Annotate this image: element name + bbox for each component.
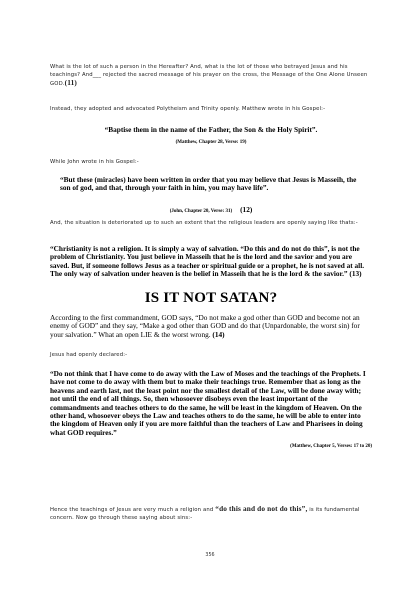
paragraph-text: Instead, they adopted and advocated Polytheism and Trinity openly. Matthew wrote in his Gospel:- (50, 106, 326, 112)
paragraph-text: And, the situation is deteriorated up to such an extent that the religious leaders are openly saying like thats:- (50, 220, 358, 226)
paragraph-john (50, 158, 372, 166)
emphasis-do-this: “do this and do not do this”, (215, 504, 308, 513)
quote-text: “But these (miracles) have been written in order that you may believe that Jesus is Masseih, the son of god, and that, through your faith in him, you may have life”. (60, 175, 357, 193)
reference-14: (14) (212, 329, 225, 339)
quote-text: “Do not think that I have come to do away with the Law of Moses and the teachings of the Prophets. I have not come to do away with them but to make their teachings true. Remember that as long as the heavens and earth last, not the least point nor the smallest detail of the Law, will be done away with; not until the end of all things. So, then whosoever disobeys even the least important of the commandments and teaches others to do the same, he will be least in the kingdom of Heaven. On the other hand, whosoever obeys the Law and teaches others to do the same, he will be able to enter into the kingdom of Heaven only if you are more faithful than the teachers of Law and Pharisees in doing what GOD requires.” (50, 369, 366, 437)
reference-11: (11) (64, 78, 77, 88)
paragraph-trinity (50, 105, 372, 113)
quote-text: “Christianity is not a religion. It is simply a way of salvation. “Do this and do not do this”, is not the problem of Christianity. You just believe in Masseih that he is the lord and the savior and you are saved. But, if someone follows Jesus as a teacher or spiritual guide or a prophet, he is not saved at all. The only way of salvation under heaven is the belief in Masseih that he is the lord & the savior.” (50, 244, 365, 279)
paragraph-text: Hence the teachings of Jesus are very much a religion and (50, 507, 214, 513)
section-heading: IS IT NOT SATAN? (144, 290, 278, 306)
reference-13: (13) (349, 269, 362, 279)
paragraph-text: According to the first commandment, GOD says, “Do not make a god other than GOD and become not an enemy of GOD” and they say, “Make a god other than GOD and do that (Unpardonable, the worst sin) for your salvation.” What an open LIE & the worst wrong. (50, 313, 360, 339)
quote-citation: (John, Chapter 20, Verse: 31) (169, 208, 233, 214)
paragraph-hereafter (50, 63, 372, 89)
quote-matthew-5 (50, 370, 372, 449)
quote-salvation (50, 245, 372, 279)
paragraph-text: What is the lot of such a person in the Hereafter? And, what is the lot of those who betrayed Jesus and his teachings? And___ rejected the sacred message of his prayer on the cross, the Message of the One Alone Unseen GOD. (50, 64, 368, 88)
paragraph-first-commandment (50, 314, 372, 339)
paragraph-jesus-declared (50, 351, 372, 359)
reference-12: (12) (240, 204, 253, 214)
quote-john-20 (50, 176, 372, 217)
quote-matthew-28 (50, 126, 372, 145)
quote-citation: (Matthew, Chapter 28, Verse: 19) (175, 140, 247, 146)
paragraph-text: is its fundamental concern. Now go through these saying about sins:- (50, 507, 360, 522)
paragraph-teachings (50, 505, 372, 522)
section-heading-block (50, 290, 372, 307)
paragraph-religious-leaders (50, 219, 372, 227)
quote-citation: (Matthew, Chapter 5, Verses: 17 to 20) (290, 444, 372, 450)
page-number: 356 (205, 553, 215, 558)
paragraph-text: Jesus had openly declared:- (50, 352, 128, 358)
quote-text: “Baptise them in the name of the Father, the Son & the Holy Spirit”. (104, 125, 318, 134)
paragraph-text: While John wrote in his Gospel:- (50, 159, 139, 165)
